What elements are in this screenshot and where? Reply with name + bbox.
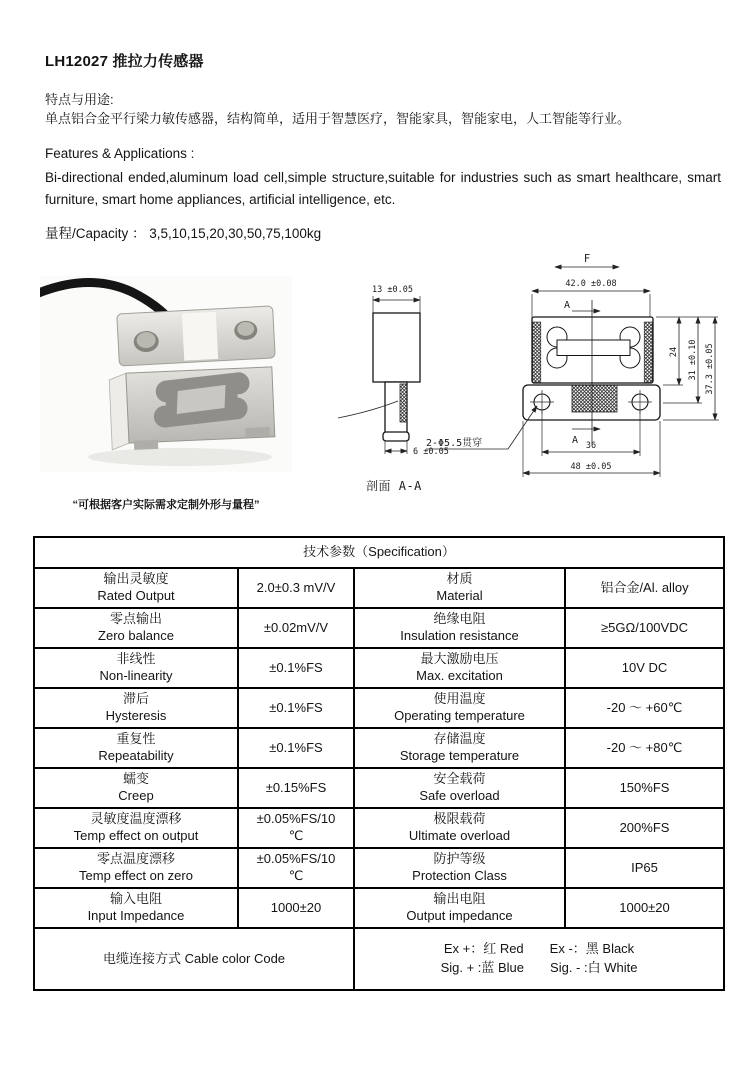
- spec-value-cell: ±0.02mV/V: [238, 608, 354, 648]
- table-row: [34, 568, 724, 608]
- spec-value-cell: -20 ～ +80℃: [565, 728, 724, 768]
- section-mark-bottom: A: [571, 435, 578, 446]
- force-direction-label: F: [583, 253, 591, 265]
- table-row: [34, 728, 724, 768]
- spec-param-cell: 材质 Material: [354, 568, 565, 608]
- spec-value-cell: 2.0±0.3 mV/V: [238, 568, 354, 608]
- dim-label-total-height: 37.3 ±0.05: [705, 343, 715, 395]
- dim-label-web: 6 ±0.05: [413, 447, 449, 457]
- table-row: [34, 888, 724, 928]
- cable-code-label-cell: 电缆连接方式 Cable color Code: [34, 928, 354, 990]
- table-row: [34, 608, 724, 648]
- table-row: [34, 848, 724, 888]
- sensor-body: [109, 367, 275, 451]
- spec-table: [33, 536, 725, 991]
- table-row-cable: [34, 928, 724, 990]
- spec-param-cell: 零点输出 Zero balance: [34, 608, 238, 648]
- spec-value-cell: 1000±20: [238, 888, 354, 928]
- customization-note: “可根据客户实际需求定制外形与量程”: [72, 499, 260, 511]
- spec-param-cell: 重复性 Repeatability: [34, 728, 238, 768]
- table-row: [34, 688, 724, 728]
- spec-value-cell: ±0.1%FS: [238, 728, 354, 768]
- spec-value-cell: 10V DC: [565, 648, 724, 688]
- dim-label-total-width: 48 ±0.05: [570, 462, 612, 472]
- dim-label-thickness: 13 ±0.05: [372, 285, 413, 295]
- spec-param-cell: 输入电阻 Input Impedance: [34, 888, 238, 928]
- spec-param-cell: 安全载荷 Safe overload: [354, 768, 565, 808]
- capacity-line: 量程/Capacity ： 3,5,10,15,20,30,50,75,100kg: [45, 226, 322, 241]
- spec-param-cell: 灵敏度温度漂移 Temp effect on output: [34, 808, 238, 848]
- photo-shadow: [88, 448, 272, 466]
- spec-value-cell: ±0.05%FS/10 ℃: [238, 848, 354, 888]
- spec-value-cell: 200%FS: [565, 808, 724, 848]
- section-block-outline: [373, 313, 420, 382]
- spec-param-cell: 绝缘电阻 Insulation resistance: [354, 608, 565, 648]
- dim-label-width: 42.0 ±0.08: [565, 279, 617, 289]
- page-title: LH12027 推拉力传感器: [45, 53, 204, 70]
- spec-value-cell: ±0.1%FS: [238, 648, 354, 688]
- spec-param-cell: 输出灵敏度 Rated Output: [34, 568, 238, 608]
- product-photo: [40, 276, 292, 472]
- spec-value-cell: 1000±20: [565, 888, 724, 928]
- spec-value-cell: ±0.05%FS/10 ℃: [238, 808, 354, 848]
- cable-code-value-cell: [354, 928, 724, 990]
- dim-label-body-height: 31 ±0.10: [688, 339, 698, 381]
- spec-param-cell: 输出电阻 Output impedance: [354, 888, 565, 928]
- spec-param-cell: 使用温度 Operating temperature: [354, 688, 565, 728]
- features-zh-heading: 特点与用途:: [45, 92, 114, 107]
- cable-ex-minus: Ex -：黑 Black: [549, 941, 635, 957]
- features-en-heading: Features & Applications :: [45, 146, 195, 161]
- cable-sig-minus: Sig. - :白 White: [550, 960, 638, 975]
- cable-sig-plus: Sig. + :蓝 Blue: [440, 960, 525, 975]
- spec-value-cell: IP65: [565, 848, 724, 888]
- spec-value-cell: -20 ～ +60℃: [565, 688, 724, 728]
- spec-param-cell: 非线性 Non-linearity: [34, 648, 238, 688]
- sensor-top-plate: [117, 306, 276, 366]
- table-row: [34, 648, 724, 688]
- spec-param-cell: 零点温度漂移 Temp effect on zero: [34, 848, 238, 888]
- spec-table-title: 技术参数（Specification）: [34, 537, 724, 568]
- center-tongue: [572, 385, 617, 412]
- spec-param-cell: 防护等级 Protection Class: [354, 848, 565, 888]
- dim-label-hole-span: 36: [585, 441, 597, 451]
- features-zh-body: 单点铝合金平行梁力敏传感器，结构简单，适用于智慧医疗，智能家具，智能家电，人工智能等行业。: [45, 111, 631, 126]
- spec-table-container: [33, 536, 725, 991]
- spec-value-cell: ≥5GΩ/100VDC: [565, 608, 724, 648]
- spec-param-cell: 极限载荷 Ultimate overload: [354, 808, 565, 848]
- cable-ex-plus: Ex +：红 Red: [443, 941, 524, 957]
- strain-gauge-strip: [400, 384, 407, 422]
- spec-param-cell: 蠕变 Creep: [34, 768, 238, 808]
- hole-spec-label: 2-Φ5.5贯穿: [426, 438, 483, 449]
- section-caption: 剖面 A-A: [366, 479, 422, 493]
- spec-param-cell: 最大激励电压 Max. excitation: [354, 648, 565, 688]
- dim-label-bone-height: 24: [669, 346, 679, 358]
- front-view-drawing: [420, 248, 753, 488]
- spec-param-cell: 滞后 Hysteresis: [34, 688, 238, 728]
- spec-param-cell: 存储温度 Storage temperature: [354, 728, 565, 768]
- features-en-body: Bi-directional ended,aluminum load cell,simple structure,suitable for industries such as smart healthcare, smart furniture, smart home appliances, artificial intelligence, etc.: [45, 170, 721, 207]
- section-mark-top: A: [563, 300, 570, 311]
- table-row: [34, 808, 724, 848]
- table-row: [34, 768, 724, 808]
- spec-value-cell: ±0.1%FS: [238, 688, 354, 728]
- spec-value-cell: ±0.15%FS: [238, 768, 354, 808]
- spec-value-cell: 150%FS: [565, 768, 724, 808]
- spec-value-cell: 铝合金/Al. alloy: [565, 568, 724, 608]
